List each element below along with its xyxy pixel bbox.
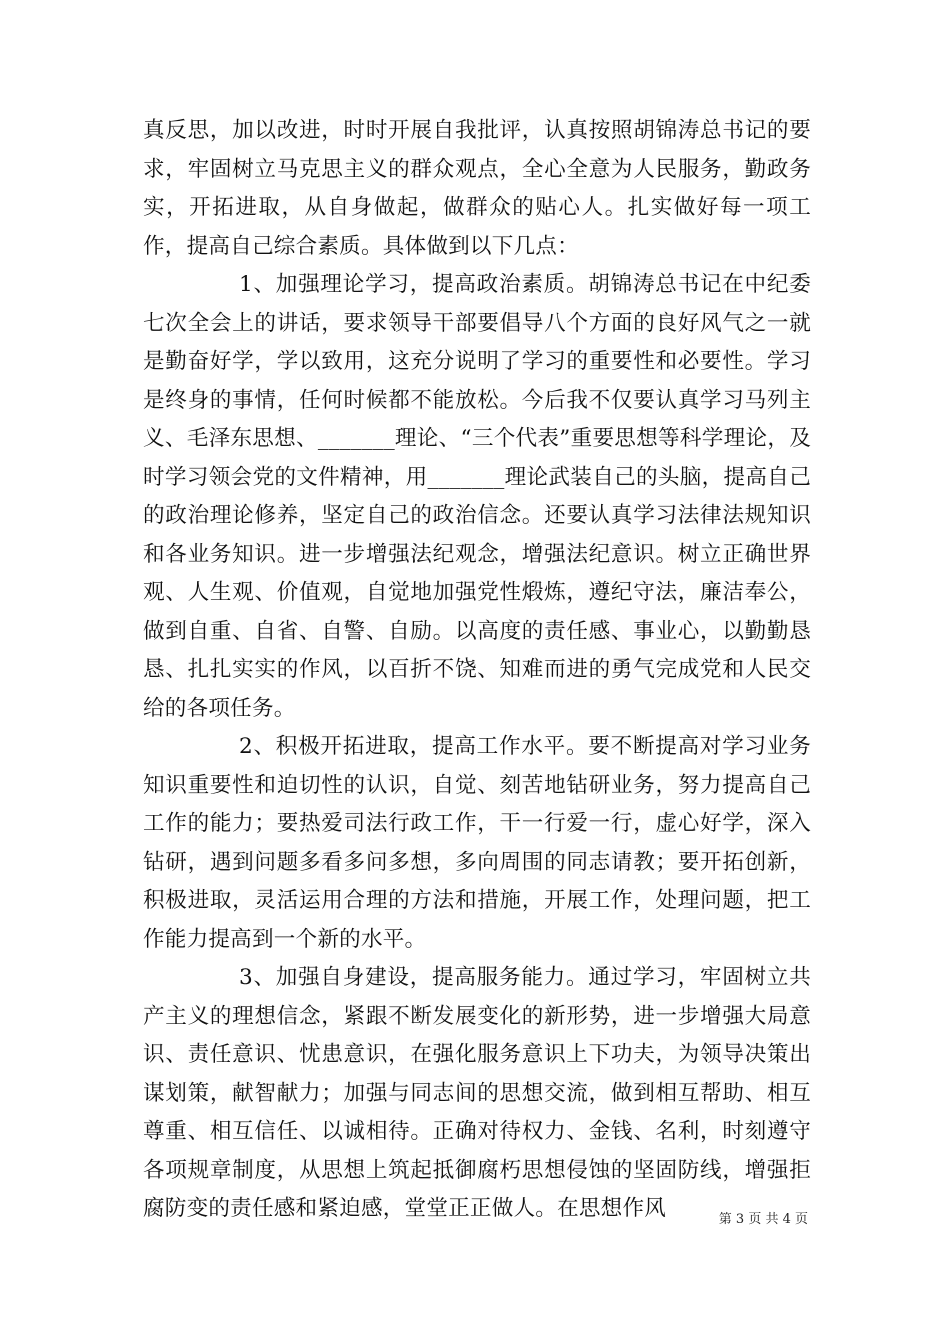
document-body	[143, 112, 811, 1229]
paragraph-point-2: 2、积极开拓进取，提高工作水平。要不断提高对学习业务知识重要性和迫切性的认识，自觉、刻苦地钻研业务，努力提高自己工作的能力；要热爱司法行政工作，干一行爱一行，虚心好学，深入钻研，遇到问题多看多问多想，多向周围的同志请教；要开拓创新，积极进取，灵活运用合理的方法和措施，开展工作，处理问题，把工作能力提高到一个新的水平。	[143, 734, 811, 952]
paragraph-intro: 真反思，加以改进，时时开展自我批评，认真按照胡锦涛总书记的要求，牢固树立马克思主义的群众观点，全心全意为人民服务，勤政务实，开拓进取，从自身做起，做群众的贴心人。扎实做好每一项工作，提高自己综合素质。具体做到以下几点：	[143, 118, 811, 259]
paragraph-point-3: 3、加强自身建设，提高服务能力。通过学习，牢固树立共产主义的理想信念，紧跟不断发展变化的新形势，进一步增强大局意识、责任意识、忧患意识，在强化服务意识上下功夫，为领导决策出谋划策，献智献力；加强与同志间的思想交流，做到相互帮助、相互尊重、相互信任、以诚相待。正确对待权力、金钱、名利，时刻遵守各项规章制度，从思想上筑起抵御腐朽思想侵蚀的坚固防线，增强拒腐防变的责任感和紧迫感，堂堂正正做人。在思想作风	[143, 965, 811, 1221]
page-number-footer: 第 3 页 共 4 页	[718, 1212, 808, 1227]
paragraph-point-1: 1、加强理论学习，提高政治素质。胡锦涛总书记在中纪委七次全会上的讲话，要求领导干部要倡导八个方面的良好风气之一就是勤奋好学，学以致用，这充分说明了学习的重要性和必要性。学习是终身的事情，任何时候都不能放松。今后我不仅要认真学习马列主义、毛泽东思想、_______理论、“三个代表”重要思想等科学理论，及时学习领会党的文件精神，用_______理论武装自己的头脑，提高自己的政治理论修养，坚定自己的政治信念。还要认真学习法律法规知识和各业务知识。进一步增强法纪观念，增强法纪意识。树立正确世界观、人生观、价值观，自觉地加强党性煅炼，遵纪守法，廉洁奉公，做到自重、自省、自警、自励。以高度的责任感、事业心，以勤勤恳恳、扎扎实实的作风，以百折不饶、知难而进的勇气完成党和人民交给的各项任务。	[143, 272, 811, 721]
